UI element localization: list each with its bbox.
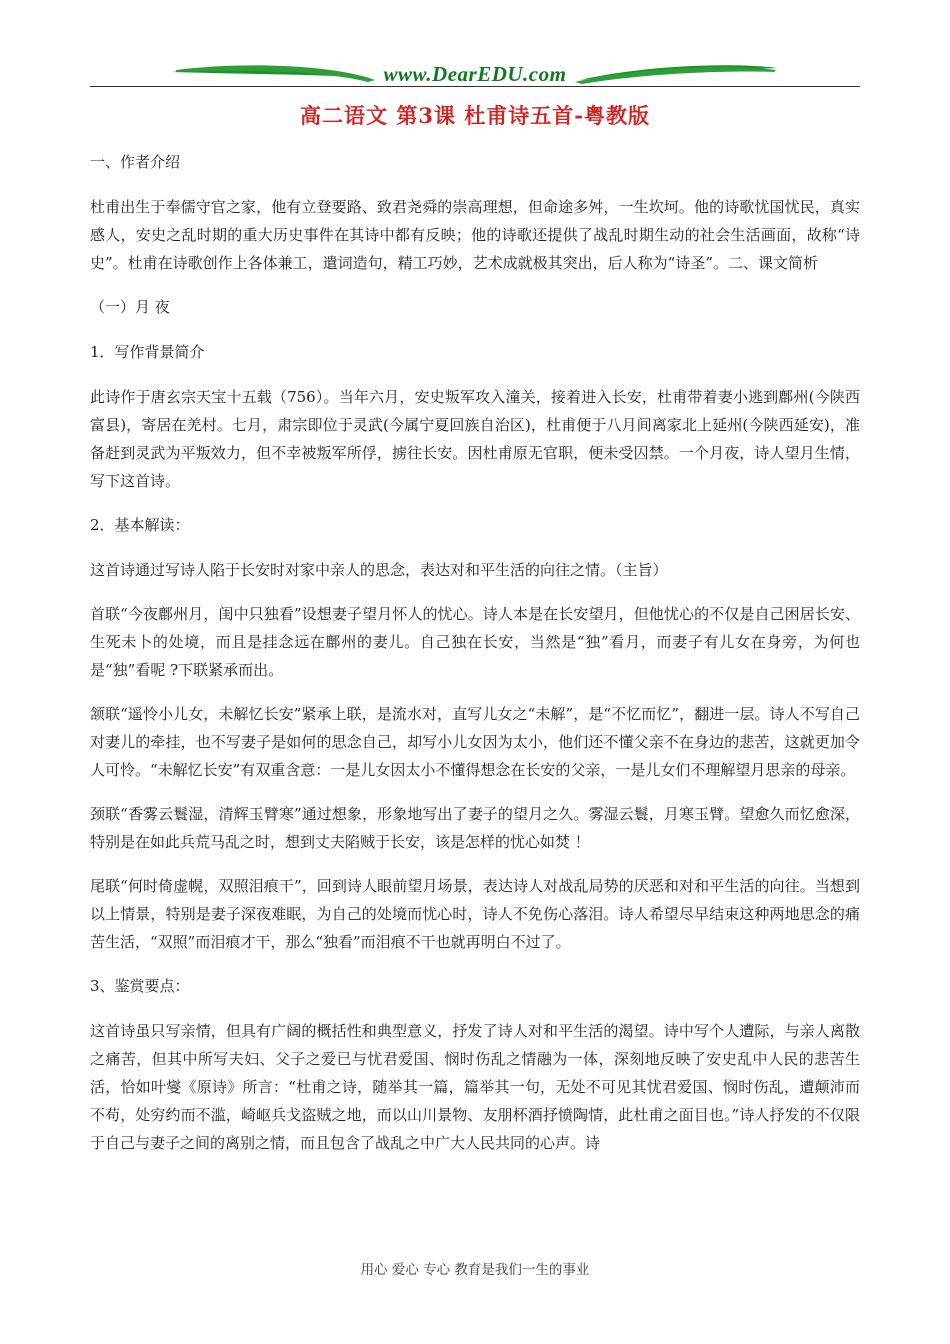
logo-text: www.DearEDU.com (383, 62, 567, 86)
paragraph-third-couplet: 颈联“香雾云鬟湿，清辉玉臂寒”通过想象，形象地写出了妻子的望月之久。雾湿云鬟，月寒玉臂。望愈久而忆愈深，特别是在如此兵荒马乱之时，想到丈夫陷贼于长安，该是怎样的忧心如焚 ！ (90, 805, 860, 851)
heading-appreciation: 3、鉴赏要点： (90, 977, 190, 995)
paragraph-first-couplet: 首联“今夜鄜州月，闺中只独看”设想妻子望月怀人的忧心。诗人本是在长安望月，但他忧心的不仅是自己困居长安、生死未卜的处境，而且是挂念远在鄜州的妻儿。自己独在长安，当然是“独”看月，而妻子有儿女在身旁，为何也是“独”看呢 ?下联紧承而出。 (90, 605, 860, 679)
site-logo[interactable] (170, 58, 780, 94)
paragraph-author-intro: 杜甫出生于奉儒守官之家，他有立登要路、致君尧舜的崇高理想，但命途多舛，一生坎坷。他的诗歌忧国忧民，真实感人，安史之乱时期的重大历史事件在其诗中都有反映；他的诗歌还提供了战乱时期生动的社会生活画面，故称“诗史”。杜甫在诗歌创作上各体兼工，遣词造句，精工巧妙，艺术成就极其突出，后人称为“诗圣”。二、课文简析 (90, 198, 860, 272)
header-divider (90, 86, 860, 87)
paragraph-last-couplet: 尾联“何时倚虚幌，双照泪痕干”，回到诗人眼前望月场景，表达诗人对战乱局势的厌恶和对和平生活的向往。当想到以上情景，特别是妻子深夜难眠，为自己的处境而忧心时，诗人不免伤心落泪。诗人希望尽早结束这种两地思念的痛苦生活，“双照”而泪痕才干，那么“独看”而泪痕不干也就再明白不过了。 (90, 877, 860, 951)
paragraph-theme: 这首诗通过写诗人陷于长安时对家中亲人的思念，表达对和平生活的向往之情。（主旨） (90, 561, 668, 579)
section-heading-author: 一、作者介绍 (90, 153, 181, 171)
paragraph-background: 此诗作于唐玄宗天宝十五载（756）。当年六月，安史叛军攻入潼关，接着进入长安，杜甫带着妻小逃到鄜州(今陕西富县)，寄居在羌村。七月，肃宗即位于灵武(今属宁夏回族自治区)，杜甫便于八月间离家北上延州(今陕西延安)，准备赶到灵武为平叛效力，但不幸被叛军所俘，掳往长安。因杜甫原无官职，便未受囚禁。一个月夜，诗人望月生情，写下这首诗。 (90, 388, 860, 490)
heading-background: 1．写作背景简介 (90, 343, 205, 361)
subsection-heading-moon-night: （一）月 夜 (90, 298, 170, 316)
paragraph-second-couplet: 颔联“遥怜小儿女，未解忆长安”紧承上联，是流水对，直写儿女之“未解”，是“不忆而忆”，翻进一层。诗人不写自己对妻儿的牵挂，也不写妻子是如何的思念自己，却写小儿女因为太小，他们还不懂父亲不在身边的悲苦，这就更加令人可怜。“未解忆长安”有双重含意：一是儿女因太小不懂得想念在长安的父亲，一是儿女们不理解望月思亲的母亲。 (90, 705, 860, 779)
heading-basic-reading: 2．基本解读： (90, 516, 190, 534)
paragraph-appreciation: 这首诗虽只写亲情，但具有广阔的概括性和典型意义，抒发了诗人对和平生活的渴望。诗中写个人遭际，与亲人离散之痛苦，但其中所写夫妇、父子之爱已与忧君爱国、悯时伤乱之情融为一体，深刻地反映了安史乱中人民的悲苦生活，恰如叶燮《原诗》所言：“杜甫之诗，随举其一篇，篇举其一句，无处不可见其忧君爱国、悯时伤乱，遭颠沛而不苟，处穷约而不滥，崎岖兵戈盗贼之地，而以山川景物、友朋杯酒抒愤陶情，此杜甫之面目也。”诗人抒发的不仅限于自己与妻子之间的离别之情，而且包含了战乱之中广大人民共同的心声。诗 (90, 1022, 860, 1152)
page-title: 高二语文 第3课 杜甫诗五首-粤教版 (300, 103, 650, 128)
article-body (90, 148, 860, 1173)
page-footer: 用心 爱心 专心 教育是我们一生的事业 (360, 1262, 590, 1278)
